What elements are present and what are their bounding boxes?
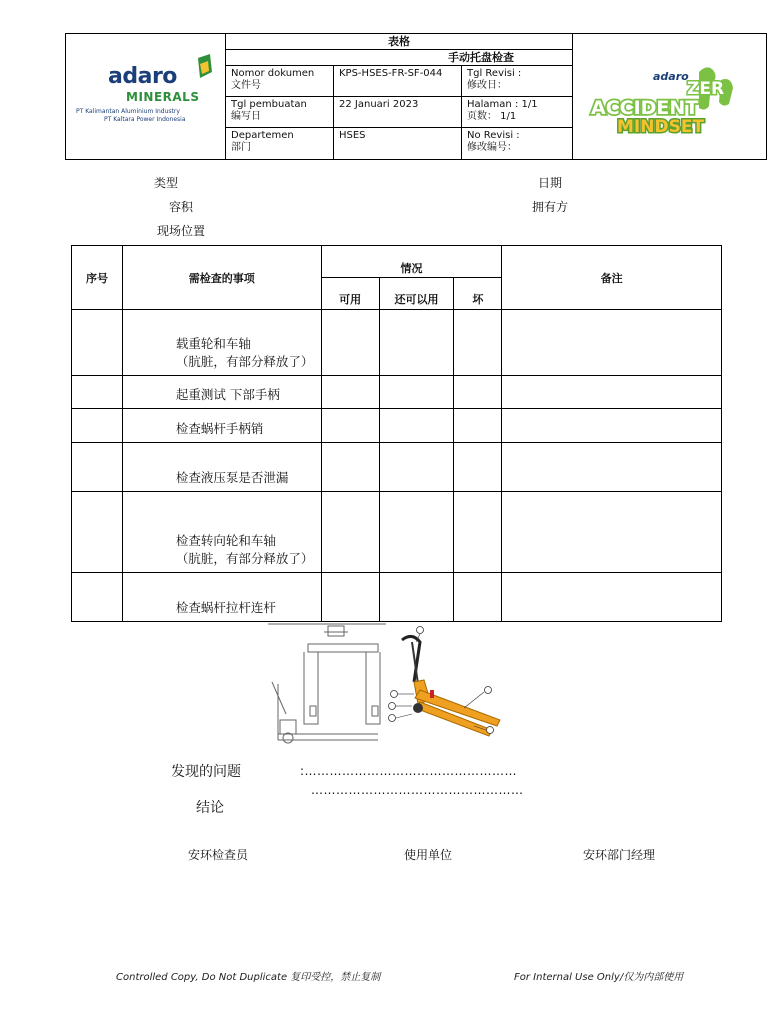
cell-notes[interactable] [502,310,722,376]
footer-internal-use [514,968,683,983]
pallet-jack-illustration [268,622,508,750]
zero-accident-mindset-logo [573,34,767,159]
signature-manager: 安环部门经理 [583,848,656,862]
value-created-date: 22 Januari 2023 [334,97,462,127]
document-header [65,33,767,160]
inspection-table [71,245,722,622]
info-row-department [226,128,572,159]
label-revision-date: Tgl Revisi : [467,68,522,79]
item-text: 起重测试 下部手柄 [175,387,280,402]
document-info [226,34,572,159]
location-label: 现场位置 [157,224,206,238]
company-line-2: PT Kaltara Power Indonesia [104,116,186,123]
pallet-jack-diagram-icon [268,624,386,743]
svg-text:ZER: ZER [687,79,725,99]
cell-number[interactable] [72,409,123,443]
table-row [72,409,722,443]
value-doc-number: KPS-HSES-FR-SF-044 [334,66,462,96]
item-text: 载重轮和车轴 [175,336,251,351]
table-row [72,492,722,573]
signature-user-unit: 使用单位 [404,848,453,862]
owner-label: 拥有方 [532,200,569,214]
label-revision-date-zh: 修改日： [467,80,507,91]
doc-title: 手动托盘检查 [448,51,514,64]
cell-ok[interactable] [321,573,379,622]
label-department: Departemen [231,130,294,141]
footer-right-en: For Internal Use Only/ [514,972,624,983]
cell-notes[interactable] [502,492,722,573]
cell-fair[interactable] [379,492,454,573]
zero-accident-badge [572,34,766,159]
problems-dotted-line-1[interactable]: :…………………………………………… [300,764,518,778]
cell-bad[interactable] [454,376,502,409]
logo-minerals-text: MINERALS [126,90,200,104]
item-text: 检查蜗杆拉杆连杆 [175,600,276,615]
item-note: （肮脏，有部分释放了） [175,354,314,369]
capacity-label: 容积 [169,200,194,214]
cell-notes[interactable] [502,409,722,443]
item-note: （肮脏，有部分释放了） [175,551,314,566]
value-department: HSES [334,128,462,159]
cell-notes[interactable] [502,573,722,622]
cell-number[interactable] [72,492,123,573]
signature-inspector: 安环检查员 [188,848,249,862]
problems-dotted-line-2[interactable]: …………………………………………… [311,783,524,797]
label-page: Halaman : 1/1 [467,99,538,110]
col-fair-header: 还可以用 [379,278,454,310]
label-created-date-zh: 编写日 [231,111,261,122]
table-row [72,443,722,492]
svg-text:ACCIDENT: ACCIDENT [591,97,699,119]
form-title: 表格 [226,34,572,50]
table-row [72,310,722,376]
col-notes-header: 备注 [502,246,722,310]
cell-bad[interactable] [454,573,502,622]
cell-ok[interactable] [321,492,379,573]
cell-notes[interactable] [502,376,722,409]
table-header-row [72,246,722,278]
label-revision-number-zh: 修改编号： [467,142,517,153]
doc-title-row [226,50,572,66]
cell-ok[interactable] [321,310,379,376]
item-text: 检查蜗杆手柄销 [175,421,264,436]
company-line-1: PT Kalimantan Aluminium Industry [76,108,180,115]
label-created-date: Tgl pembuatan [231,99,307,110]
cell-number[interactable] [72,310,123,376]
cell-fair[interactable] [379,409,454,443]
cell-fair[interactable] [379,443,454,492]
label-revision-number: No Revisi : [467,130,520,141]
label-doc-number: Nomor dokumen [231,68,315,79]
type-label: 类型 [154,176,179,190]
svg-text:MINDSET: MINDSET [617,117,705,137]
info-row-doc-number [226,66,572,97]
cell-ok[interactable] [321,409,379,443]
svg-text:adaro: adaro [653,70,689,83]
cell-bad[interactable] [454,443,502,492]
footer-left-en: Controlled Copy, Do Not Duplicate [116,972,288,983]
label-doc-number-zh: 文件号 [231,80,261,91]
cell-bad[interactable] [454,310,502,376]
cell-ok[interactable] [321,376,379,409]
adaro-mark-icon [194,54,214,80]
company-logo [66,34,226,159]
footer-controlled-copy [116,968,380,983]
problems-label: 发现的问题 [171,764,241,780]
conclusion-label: 结论 [196,800,224,816]
date-label: 日期 [538,176,563,190]
item-text: 检查转向轮和车轴 [175,533,276,548]
cell-ok[interactable] [321,443,379,492]
cell-fair[interactable] [379,573,454,622]
cell-fair[interactable] [379,376,454,409]
label-page-zh: 页数： 1/1 [467,111,517,122]
cell-bad[interactable] [454,492,502,573]
cell-number[interactable] [72,376,123,409]
footer-right-zh: 仅为内部使用 [623,972,684,983]
pallet-jack-photo-icon [389,627,501,737]
table-row [72,573,722,622]
table-row [72,376,722,409]
cell-number[interactable] [72,443,123,492]
info-row-created-date [226,97,572,128]
footer-left-zh: 复印受控，禁止复制 [290,972,381,983]
col-number-header: 序号 [72,246,123,310]
col-bad-header: 坏 [454,278,502,310]
col-status-header: 情况 [321,246,502,278]
col-item-header: 需检查的事项 [122,246,321,310]
item-text: 检查液压泵是否泄漏 [175,470,289,485]
cell-fair[interactable] [379,310,454,376]
cell-notes[interactable] [502,443,722,492]
logo-brand-text: adaro [108,64,177,89]
col-ok-header: 可用 [321,278,379,310]
cell-bad[interactable] [454,409,502,443]
label-department-zh: 部门 [231,142,251,153]
cell-number[interactable] [72,573,123,622]
